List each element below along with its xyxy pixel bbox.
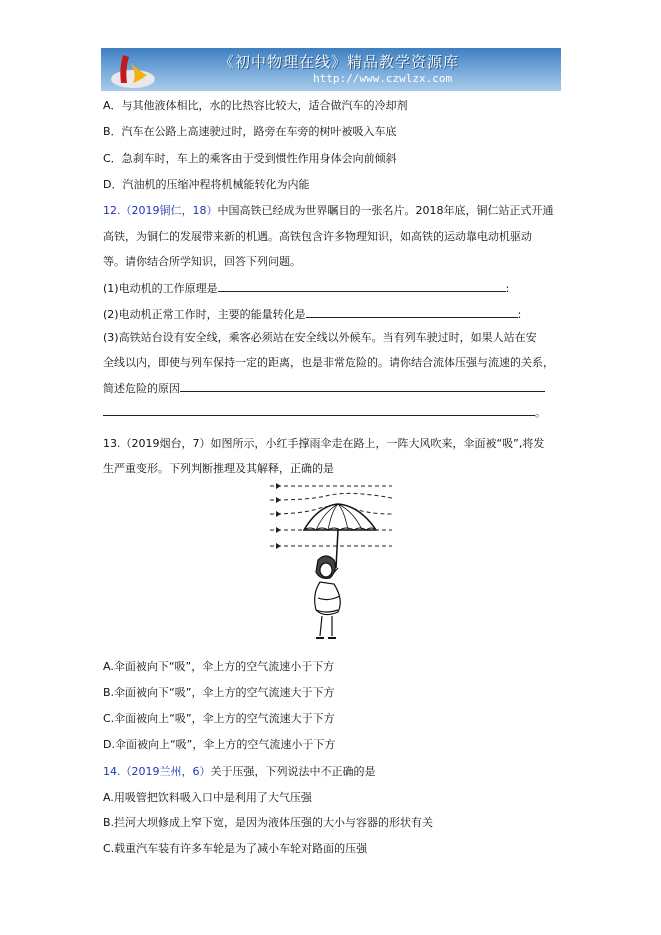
q14-option-b: B.拦河大坝修成上窄下宽，是因为液体压强的大小与容器的形状有关 xyxy=(103,816,434,829)
q12-sub3-line4 xyxy=(103,404,546,420)
q12-sub3-line2: 全线以内，即使与列车保持一定的距离，也是非常危险的。请你结合流体压强与流速的关系， xyxy=(103,356,554,369)
q14-source: 14.（2019兰州，6） xyxy=(103,765,211,778)
q11-option-b: B．汽车在公路上高速驶过时，路旁在车旁的树叶被吸入车底 xyxy=(103,125,397,138)
q14-option-c: C.载重汽车装有许多车轮是为了减小车轮对路面的压强 xyxy=(103,842,368,855)
q12-text: 中国高铁已经成为世界瞩目的一张名片。2018年底，铜仁站正式开通 xyxy=(217,204,554,217)
banner-url: http://www.czwlzx.com xyxy=(313,72,453,85)
q13-stem-line2: 生严重变形。下列判断推理及其解释，正确的是 xyxy=(103,462,334,475)
q12-sub2 xyxy=(103,306,521,322)
colon: : xyxy=(505,282,510,295)
q12-sub3-text: 简述危险的原因 xyxy=(103,382,180,395)
q12-stem-line2: 高铁，为铜仁的发展带来新的机遇。高铁包含许多物理知识，如高铁的运动靠电动机驱动 xyxy=(103,230,532,243)
q13-option-d: D.伞面被向上“吸”，伞上方的空气流速小于下方 xyxy=(103,738,336,751)
q12-sub3-line1: (3)高铁站台设有安全线，乘客必须站在安全线以外候车。当有列车驶过时，如果人站在安 xyxy=(103,331,537,344)
colon: : xyxy=(517,308,522,321)
q12-sub1-text: (1)电动机的工作原理是 xyxy=(103,282,218,295)
banner-title: 《初中物理在线》精品教学资源库 xyxy=(219,53,460,71)
q12-sub2-text: (2)电动机正常工作时，主要的能量转化是 xyxy=(103,308,306,321)
q13-option-b: B.伞面被向下“吸”，伞上方的空气流速大于下方 xyxy=(103,686,335,699)
q13-stem-line1: 13.（2019烟台，7）如图所示，小红手撑雨伞走在路上，一阵大风吹来，伞面被“吸”,将发 xyxy=(103,437,545,450)
q12-stem-line1 xyxy=(103,203,554,218)
answer-blank[interactable] xyxy=(218,280,506,292)
answer-blank[interactable] xyxy=(180,380,545,392)
q12-source: 12.（2019铜仁，18） xyxy=(103,204,218,217)
period: 。 xyxy=(535,406,546,419)
answer-blank[interactable] xyxy=(103,404,535,416)
answer-blank[interactable] xyxy=(306,306,518,318)
q14-stem xyxy=(103,764,376,779)
q13-option-a: A.伞面被向下“吸”，伞上方的空气流速小于下方 xyxy=(103,660,335,673)
q12-sub3-line3 xyxy=(103,380,545,396)
q12-stem-line3: 等。请你结合所学知识，回答下列问题。 xyxy=(103,255,301,268)
q11-option-d: D．汽油机的压缩冲程将机械能转化为内能 xyxy=(103,178,310,191)
logo-icon xyxy=(109,49,157,91)
header-banner xyxy=(101,48,561,91)
q13-option-c: C.伞面被向上“吸”，伞上方的空气流速大于下方 xyxy=(103,712,335,725)
arrow-icon xyxy=(276,483,281,549)
q11-option-c: C．急刹车时，车上的乘客由于受到惯性作用身体会向前倾斜 xyxy=(103,152,397,165)
umbrella-icon xyxy=(304,504,376,568)
q14-text: 关于压强，下列说法中不正确的是 xyxy=(210,765,376,778)
q14-option-a: A.用吸管把饮料吸入口中是利用了大气压强 xyxy=(103,791,312,804)
q11-option-a: A．与其他液体相比，水的比热容比较大，适合做汽车的冷却剂 xyxy=(103,99,408,112)
umbrella-wind-figure xyxy=(268,478,396,654)
girl-icon xyxy=(315,556,341,638)
q12-sub1 xyxy=(103,280,509,296)
